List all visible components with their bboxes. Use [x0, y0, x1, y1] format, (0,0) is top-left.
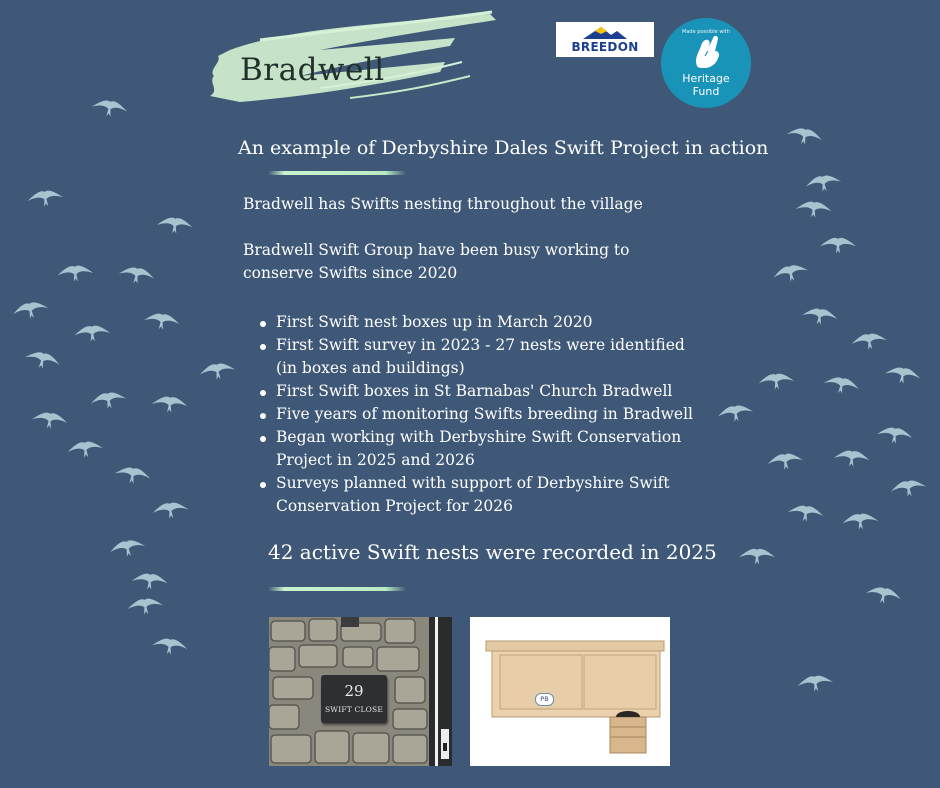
- list-item: Surveys planned with support of Derbyshire Swift Conservation Project for 2026: [258, 472, 693, 518]
- subtitle: An example of Derbyshire Dales Swift Project in action: [238, 137, 769, 159]
- breedon-wordmark: BREEDON: [571, 40, 639, 54]
- divider-rule: [268, 171, 406, 175]
- swift-bird-icon: [143, 312, 180, 331]
- swift-bird-icon: [842, 513, 879, 531]
- swift-bird-icon: [758, 373, 795, 391]
- heritage-tagline: Made possible with: [682, 29, 730, 35]
- swift-bird-icon: [876, 426, 913, 445]
- swift-bird-icon: [851, 332, 888, 351]
- heritage-fund-name: Heritage Fund: [682, 72, 730, 98]
- swift-bird-icon: [114, 465, 152, 485]
- list-item: First Swift boxes in St Barnabas' Church Bradwell: [258, 380, 693, 403]
- achievements-list: [258, 311, 693, 518]
- swift-bird-icon: [199, 361, 237, 381]
- swift-nest-box-image: [470, 617, 670, 766]
- swift-bird-icon: [151, 637, 188, 656]
- swift-bird-icon: [118, 265, 156, 285]
- highlight-statement: 42 active Swift nests were recorded in 2025: [268, 540, 717, 564]
- swift-bird-icon: [27, 189, 64, 208]
- bullet-dot: [260, 482, 266, 488]
- swift-bird-icon: [12, 300, 50, 322]
- intro-paragraph: Bradwell Swift Group have been busy working to conserve Swifts since 2020: [243, 241, 630, 282]
- swift-bird-icon: [23, 349, 61, 372]
- swift-bird-icon: [772, 262, 810, 285]
- swift-bird-icon: [833, 450, 870, 468]
- swift-bird-icon: [822, 375, 860, 397]
- swift-bird-icon: [91, 98, 129, 118]
- swift-bird-icon: [785, 126, 823, 148]
- bullet-dot: [260, 390, 266, 396]
- divider-rule: [268, 587, 406, 591]
- swift-bird-icon: [57, 265, 94, 283]
- swift-bird-icon: [795, 201, 832, 219]
- swift-bird-icon: [31, 411, 68, 430]
- swift-bird-icon: [787, 504, 824, 523]
- bullet-dot: [260, 436, 266, 442]
- bullet-dot: [260, 413, 266, 419]
- swift-bird-icon: [884, 365, 922, 385]
- swift-bird-icon: [797, 674, 834, 693]
- photo-street-sign: [269, 617, 452, 766]
- list-item: Five years of monitoring Swifts breeding in Bradwell: [258, 403, 693, 426]
- breedon-mountain-icon: [583, 25, 627, 39]
- intro-line: Bradwell has Swifts nesting throughout the village: [243, 195, 643, 213]
- list-item: First Swift nest boxes up in March 2020: [258, 311, 693, 334]
- swift-bird-icon: [151, 396, 188, 414]
- swift-bird-icon: [864, 585, 902, 607]
- swift-bird-icon: [109, 538, 147, 560]
- list-item: Began working with Derbyshire Swift Conservation Project in 2025 and 2026: [258, 426, 693, 472]
- bullet-dot: [260, 321, 266, 327]
- swift-bird-icon: [67, 440, 104, 459]
- swift-bird-icon: [127, 597, 164, 616]
- swift-bird-icon: [131, 573, 168, 591]
- swift-bird-icon: [156, 217, 193, 235]
- swift-bird-icon: [805, 173, 843, 193]
- bullet-dot: [260, 344, 266, 350]
- photo-nest-box: [470, 617, 670, 766]
- list-item: First Swift survey in 2023 - 27 nests were identified (in boxes and buildings): [258, 334, 693, 380]
- house-number-plaque: 29 SWIFT CLOSE: [321, 675, 387, 723]
- swift-bird-icon: [74, 325, 111, 343]
- breedon-logo: [556, 22, 654, 57]
- swift-bird-icon: [717, 403, 755, 423]
- swift-bird-icon: [152, 501, 189, 520]
- swift-bird-icon: [739, 549, 775, 565]
- page-title: Bradwell: [240, 52, 385, 88]
- swift-bird-icon: [767, 452, 804, 471]
- heritage-fund-logo: [661, 18, 751, 108]
- nest-box-label: PB: [535, 693, 554, 706]
- swift-bird-icon: [890, 478, 928, 498]
- swift-bird-icon: [90, 390, 128, 410]
- swift-bird-icon: [801, 307, 838, 326]
- swift-bird-icon: [820, 238, 856, 254]
